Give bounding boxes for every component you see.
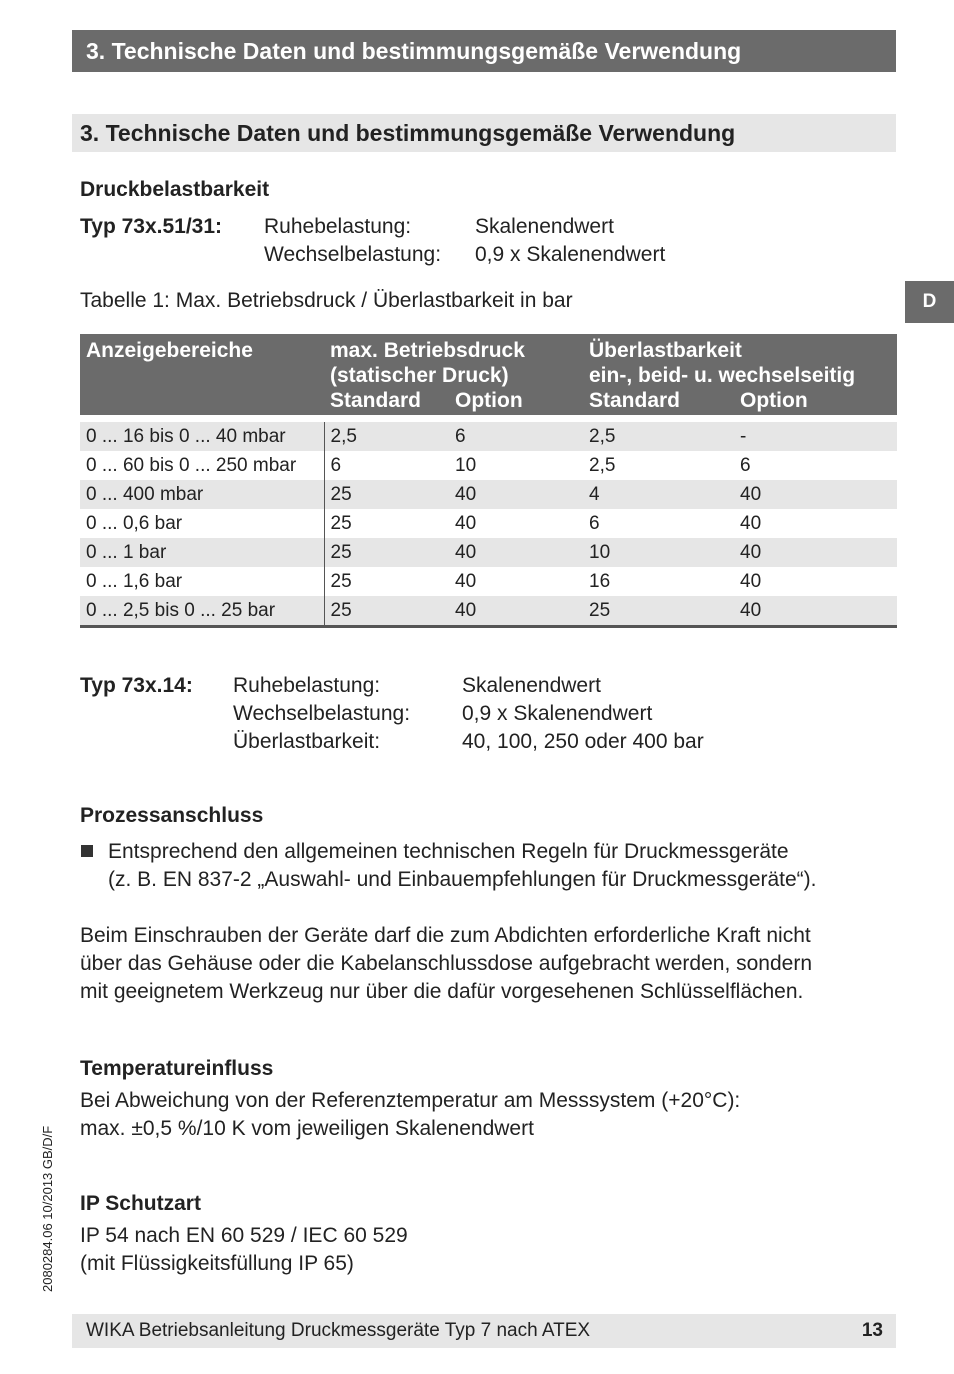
col-header-operating-pressure: max. Betriebsdruck [324, 334, 583, 363]
table-cell: 25 [324, 596, 449, 627]
typ1-value: 0,9 x Skalenendwert [475, 243, 666, 266]
table-cell: 0 ... 400 mbar [80, 480, 324, 509]
col-header-overload: Überlastbarkeit [583, 334, 897, 363]
table-row [80, 480, 897, 509]
table-cell: 6 [449, 422, 583, 451]
table-cell: 40 [455, 512, 477, 534]
bullet-text: Entsprechend den allgemeinen technischen Regeln für Druckmessgeräte [108, 840, 789, 863]
table-cell: - [734, 422, 897, 451]
typ2-value: 0,9 x Skalenendwert [462, 702, 653, 725]
ip-heading: IP Schutzart [80, 1192, 201, 1215]
druckbelastbarkeit-heading: Druckbelastbarkeit [80, 178, 270, 201]
table-cell: 10 [583, 538, 734, 567]
footer-text: WIKA Betriebsanleitung Druckmessgeräte Typ 7 nach ATEX [86, 1320, 591, 1341]
sub-header: Standard [324, 388, 449, 415]
typ2-key: Überlastbarkeit: [233, 730, 381, 753]
table-cell: 6 [330, 454, 342, 476]
table-cell: 25 [583, 596, 734, 627]
paragraph-line: über das Gehäuse oder die Kabelanschlussdose aufgebracht werden, sondern [80, 952, 812, 975]
sub-header: Option [734, 388, 897, 415]
col-header-overload-sides: ein-, beid- u. wechselseitig [583, 363, 897, 388]
typ2-value: Skalenendwert [462, 674, 601, 697]
table-cell: 2,5 [583, 422, 734, 451]
page-number: 13 [861, 1320, 883, 1341]
typ2-key: Wechselbelastung: [233, 702, 411, 725]
ip-text: IP 54 nach EN 60 529 / IEC 60 529 [80, 1224, 408, 1247]
language-tab: D [905, 281, 954, 323]
typ1-key: Ruhebelastung: [264, 215, 412, 238]
table-cell: 40 [734, 538, 897, 567]
table-cell: 0 ... 2,5 bis 0 ... 25 bar [80, 596, 324, 627]
table-cell: 40 [740, 512, 762, 534]
table-cell: 25 [330, 512, 352, 534]
col-header-range: Anzeigebereiche [80, 334, 324, 363]
table-cell: 40 [455, 570, 477, 592]
table-row [80, 422, 897, 451]
table-cell: 0 ... 60 bis 0 ... 250 mbar [80, 451, 324, 480]
temperatureinfluss-heading: Temperatureinfluss [80, 1057, 274, 1080]
table-cell: 25 [324, 538, 449, 567]
table-cell: 25 [330, 570, 352, 592]
table-cell: 6 [589, 512, 600, 534]
temperature-text: Bei Abweichung von der Referenztemperatur am Messsystem (+20°C): [80, 1089, 741, 1112]
section-title: 3. Technische Daten und bestimmungsgemäße Verwendung [72, 114, 896, 152]
table-cell: 0 ... 1 bar [80, 538, 324, 567]
square-bullet-icon [81, 845, 93, 857]
table-cell: 40 [740, 570, 762, 592]
table-cell: 0 ... 1,6 bar [80, 567, 324, 596]
table-row [80, 509, 897, 538]
table-cell: 25 [324, 480, 449, 509]
bullet-text: (z. B. EN 837-2 „Auswahl- und Einbauempfehlungen für Druckmessgeräte“). [108, 868, 817, 891]
typ1-value: Skalenendwert [475, 215, 614, 238]
sub-header: Standard [583, 388, 734, 415]
typ2-label: Typ 73x.14: [80, 674, 193, 697]
table-cell: 40 [734, 596, 897, 627]
table-row [80, 538, 897, 567]
table-cell: 6 [740, 454, 751, 476]
table-cell: 10 [455, 454, 477, 476]
typ1-key: Wechselbelastung: [264, 243, 442, 266]
table-cell: 0 ... 16 bis 0 ... 40 mbar [80, 422, 324, 451]
table-row [80, 596, 897, 627]
paragraph-line: Beim Einschrauben der Geräte darf die zum Abdichten erforderliche Kraft nicht [80, 924, 811, 947]
table-cell: 16 [589, 570, 611, 592]
temperature-text: max. ±0,5 %/10 K vom jeweiligen Skalenendwert [80, 1117, 534, 1140]
table-row [80, 451, 897, 480]
prozessanschluss-heading: Prozessanschluss [80, 804, 264, 827]
table-cell: 40 [449, 596, 583, 627]
pressure-table [80, 334, 897, 628]
paragraph-line: mit geeignetem Werkzeug nur über die dafür vorgesehenen Schlüsselflächen. [80, 980, 804, 1003]
typ2-key: Ruhebelastung: [233, 674, 381, 697]
typ2-value: 40, 100, 250 oder 400 bar [462, 730, 704, 753]
table-cell: 2,5 [324, 422, 449, 451]
sub-header: Option [449, 388, 583, 415]
table-cell: 40 [449, 538, 583, 567]
col-header-static: (statischer Druck) [324, 363, 583, 388]
table-cell: 0 ... 0,6 bar [80, 509, 324, 538]
table-cell: 40 [449, 480, 583, 509]
table-cell: 2,5 [589, 454, 616, 476]
running-header: 3. Technische Daten und bestimmungsgemäße Verwendung [72, 30, 896, 72]
table-cell: 40 [734, 480, 897, 509]
table-cell: 4 [583, 480, 734, 509]
page-footer [72, 1314, 896, 1348]
ip-text: (mit Flüssigkeitsfüllung IP 65) [80, 1252, 354, 1275]
table-row [80, 567, 897, 596]
typ1-label: Typ 73x.51/31: [80, 215, 223, 238]
table-caption: Tabelle 1: Max. Betriebsdruck / Überlastbarkeit in bar [80, 289, 573, 312]
document-code: 2080284.06 10/2013 GB/D/F [40, 1125, 55, 1292]
